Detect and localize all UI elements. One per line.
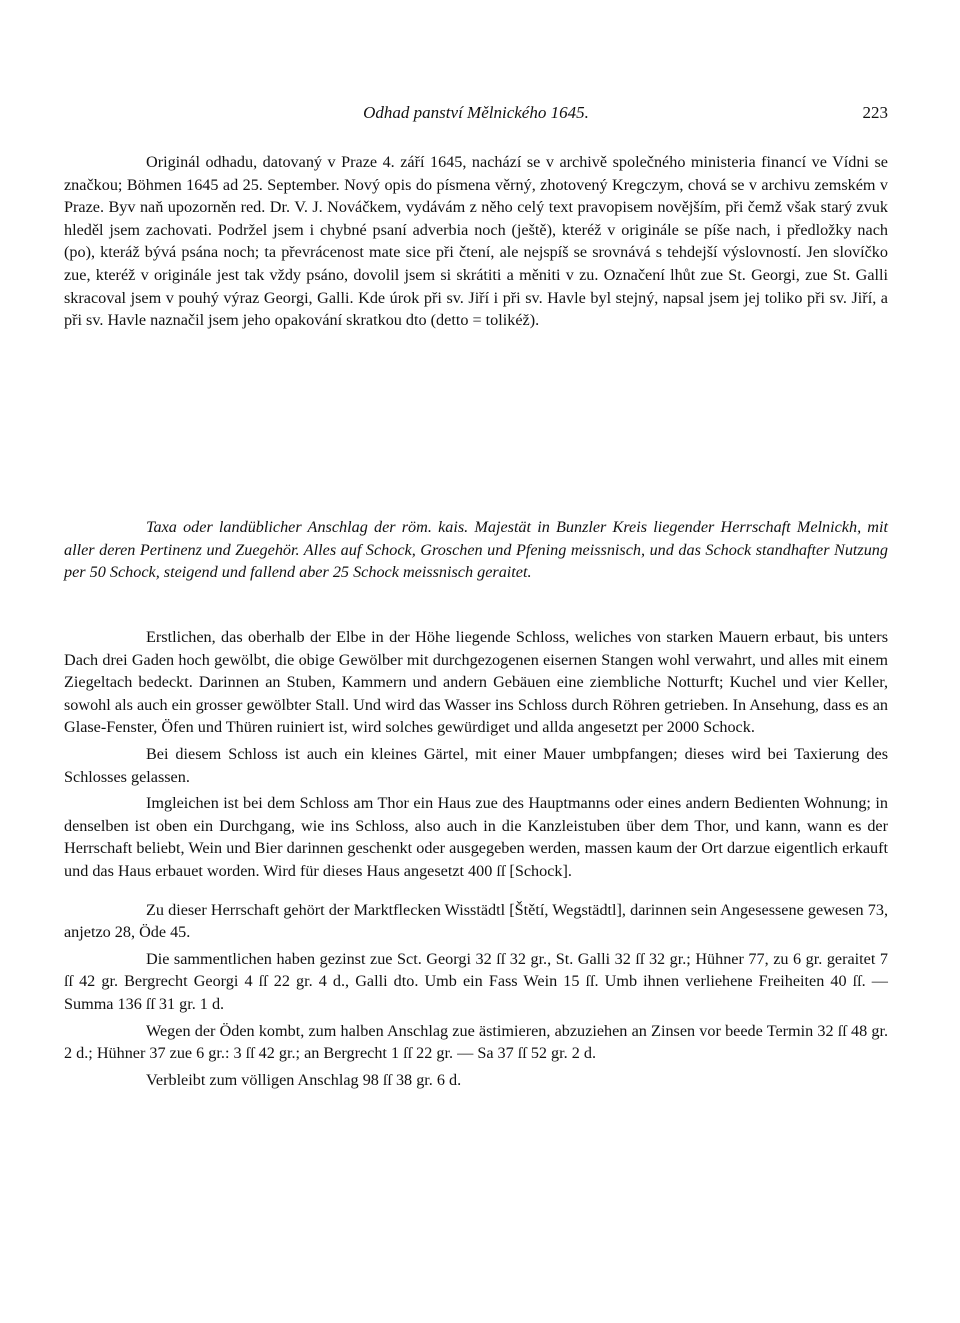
document-heading: Taxa oder landüblicher Anschlag der röm. kais. Majestät in Bunzler Kreis liegender Herrschaft Melnickh, mit aller deren Pertinenz und Zuegehör. Alles auf Schock, Groschen und Pfening meissnisch, und das Schock standhafter Nutzung per 50 Schock, steigend und fallend aber 25 Schock meissnisch geraitet. (64, 518, 888, 582)
paragraph-gaertel: Bei diesem Schloss ist auch ein kleines Gärtel, mit einer Mauer umbpfangen; dieses wird bei Taxierung des Schlosses gelassen. (64, 744, 888, 786)
paragraph-haus: Imgleichen ist bei dem Schloss am Thor ein Haus zue des Hauptmanns oder eines andern Bedienten Wohnung; in denselben ist oben ein Durchgang, wie ins Schloss, also auch in die Kanzleistuben über dem Thor, und kann, wann es der Herrschaft beliebt, Wein und Bier darinnen geschenkt oder ausgegeben werden, massen kaum der Ort darzue eigentlich erkauft und das Haus erbauet worden. Wird für dieses Haus angesetzt 400 ſſ [Schock]. (64, 794, 888, 880)
running-title: Odhad panství Mělnického 1645. (363, 103, 589, 122)
page-header (64, 103, 888, 127)
paragraph-schloss: Erstlichen, das oberhalb der Elbe in der Höhe liegende Schloss, weliches von starken Mauern erbaut, bis unters Dach drei Gaden hoch gewölbt, die obige Gewölber mit durchgezogenen eisernen Stangen wohl verwahrt, und alles mit einem Ziegeltach bedeckt. Darinnen an Stuben, Kammern und andern Gebäuen eine ziembliche Notturft; Kuchel und vier Keller, sowohl als auch ein grosser gewölbter Stall. Und wird das Wasser ins Schloss durch Röhren getrieben. In Ansehung, dass es an Glase-Fenster, Öfen und Thüren ruiniert ist, wird solches gewürdiget und allda angesetzt per 2000 Schock. (64, 628, 888, 737)
editorial-introduction (64, 151, 888, 332)
paragraph-marktflecken: Zu dieser Herrschaft gehört der Marktflecken Wisstädtl [Štětí, Wegstädtl], darinnen sein Angesessene gewesen 73, anjetzo 28, Öde 45. (64, 900, 888, 942)
intro-paragraph: Originál odhadu, datovaný v Praze 4. září 1645, nachází se v archivě společného ministeria financí ve Vídni se značkou; Böhmen 1645 ad 25. September. Nový opis do písmena věrný, zhotovený Kregczym, chová se v archivu zemském v Praze. Byv naň upozorněn red. Dr. V. J. Nováčkem, vydávám z něho celý text pravopisem novějším, při čemž však starý zvuk hleděl jsem zachovati. Podržel jsem i chybné psaní adverbia noch (ještě), kteréž v originále se píše nach, i předložky nach (po), kteráž bývá psána noch; ta převrácenost mate sice při čtení, ale nejspíš se srovnává s tehdejší výslovností. Jen slovíčko zue, kteréž v originále jest tak vždy psáno, dovolil jsem si skrátiti a měniti v zu. Označení lhůt zue St. Georgi, zue St. Galli skracoval jsem v pouhý výraz Georgi, Galli. Kde úrok při sv. Jiří i při sv. Havle byl stejný, napsal jsem jej toliko při sv. Jiří, a při sv. Havle naznačil jsem jeho opakování skratkou dto (detto = tolikéž). (64, 153, 888, 330)
paragraph-zinsen: Die sammentlichen haben gezinst zue Sct. Georgi 32 ſſ 32 gr., St. Galli 32 ſſ 32 gr.; Hühner 77, zu 6 gr. geraitet 7 ſſ 42 gr. Bergrecht Georgi 4 ſſ 22 gr. 4 d., Galli dto. Umb ein Fass Wein 15 ſſ. Umb ihnen verliehene Freiheiten 40 ſſ. — Summa 136 ſſ 31 gr. 1 d. (64, 949, 888, 1013)
paragraph-oeden: Wegen der Öden kombt, zum halben Anschlag zue ästimieren, abzuziehen an Zinsen vor beede Termin 32 ſſ 48 gr. 2 d.; Hühner 37 zue 6 gr.: 3 ſſ 42 gr.; an Bergrecht 1 ſſ 22 gr. — Sa 37 ſſ 52 gr. 2 d. (64, 1021, 888, 1063)
document-body (64, 626, 888, 1095)
paragraph-verbleibt: Verbleibt zum völligen Anschlag 98 ſſ 38 gr. 6 d. (146, 1070, 462, 1089)
page-number: 223 (862, 103, 888, 122)
